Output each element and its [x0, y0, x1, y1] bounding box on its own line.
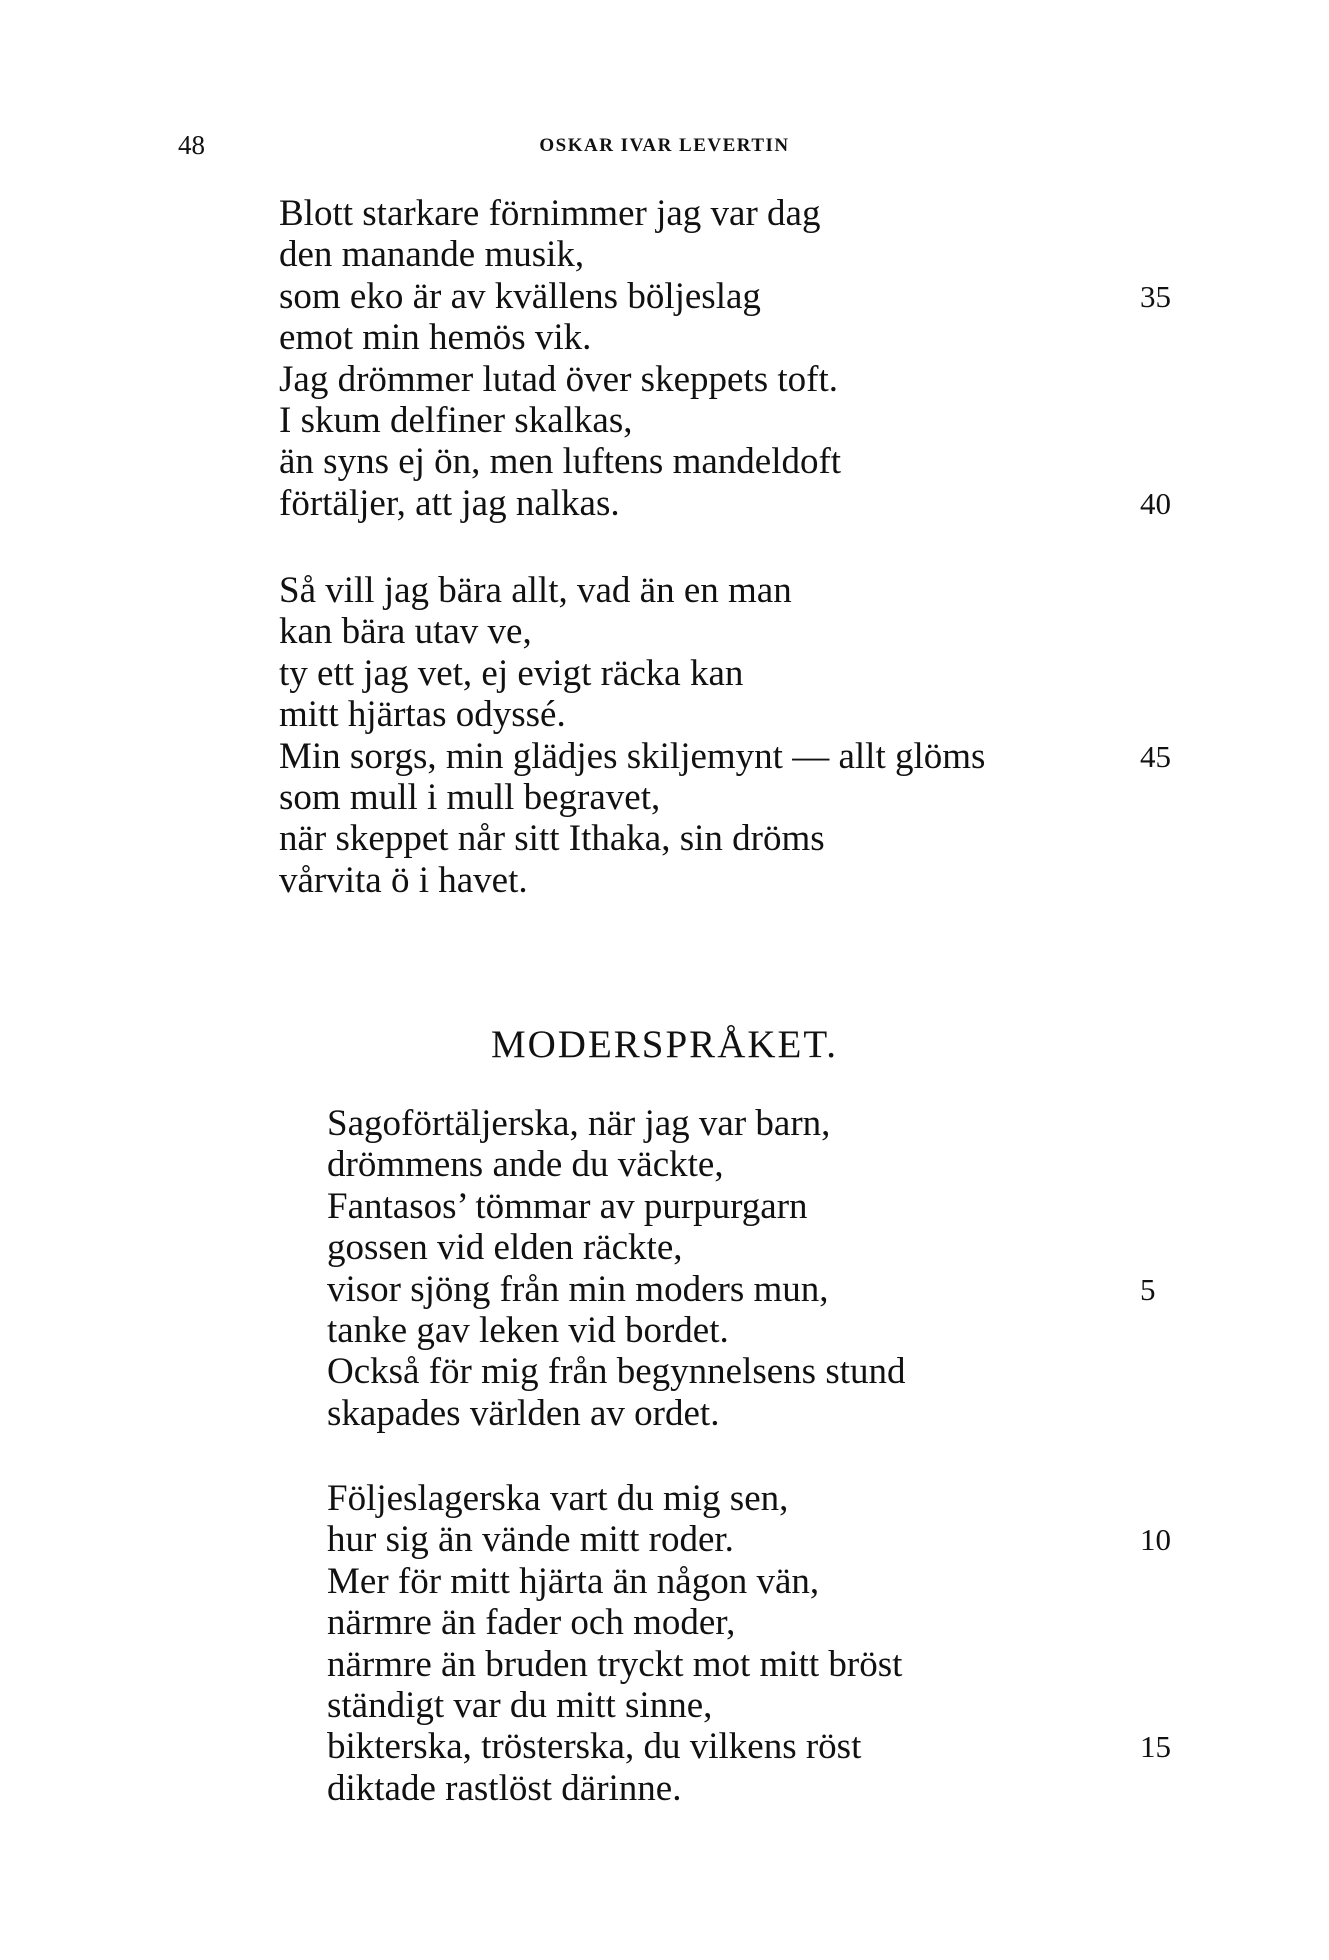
verse-text: drömmens ande du väckte, — [327, 1144, 724, 1186]
verse-line — [327, 1768, 902, 1809]
verse-line — [279, 482, 1171, 524]
line-number: 35 — [1140, 278, 1171, 314]
verse-text: när skeppet når sitt Ithaka, sin dröms — [279, 818, 825, 860]
poem-1-stanza-1 — [279, 193, 1171, 524]
verse-text: som eko är av kvällens böljeslag — [279, 275, 761, 317]
verse-text: Fantasos’ tömmar av purpurgarn — [327, 1185, 808, 1227]
verse-line — [327, 1478, 902, 1519]
verse-line — [327, 1144, 906, 1185]
verse-text: Blott starkare förnimmer jag var dag — [279, 193, 821, 234]
verse-line — [327, 1268, 1156, 1310]
verse-line — [279, 570, 985, 611]
verse-line — [327, 1644, 902, 1685]
verse-text: närmre än bruden tryckt mot mitt bröst — [327, 1643, 903, 1685]
verse-line — [327, 1227, 906, 1268]
verse-line — [279, 275, 1171, 317]
verse-text: bikterska, trösterska, du vilkens röst — [327, 1726, 862, 1768]
poem-1-stanza-2 — [279, 570, 1171, 901]
line-number: 15 — [1140, 1729, 1171, 1765]
verse-line — [279, 653, 985, 694]
verse-text: Också för mig från begynnelsens stund — [327, 1351, 906, 1393]
verse-text: diktade rastlöst därinne. — [327, 1767, 682, 1809]
verse-line — [279, 193, 841, 234]
verse-line — [279, 735, 1171, 777]
verse-line — [279, 234, 841, 275]
verse-text: kan bära utav ve, — [279, 611, 532, 653]
verse-text: Min sorgs, min glädjes skiljemynt — allt glöms — [279, 735, 986, 777]
verse-text: vårvita ö i havet. — [279, 859, 528, 901]
verse-line — [327, 1393, 906, 1434]
verse-text: Jag drömmer lutad över skeppets toft. — [279, 358, 838, 400]
verse-line — [327, 1103, 906, 1144]
verse-text: förtäljer, att jag nalkas. — [279, 482, 620, 524]
verse-text: närmre än fader och moder, — [327, 1602, 736, 1644]
verse-text: Mer för mitt hjärta än någon vän, — [327, 1560, 820, 1602]
verse-text: Så vill jag bära allt, vad än en man — [279, 570, 792, 611]
verse-line — [279, 777, 985, 818]
verse-line — [327, 1685, 902, 1726]
line-number: 10 — [1140, 1522, 1171, 1558]
verse-line — [279, 400, 841, 441]
line-number: 5 — [1140, 1271, 1156, 1307]
verse-line — [279, 860, 985, 901]
verse-text: mitt hjärtas odyssé. — [279, 694, 566, 736]
poem-title: MODERSPRÅKET. — [490, 1023, 839, 1066]
verse-text: gossen vid elden räckte, — [327, 1227, 683, 1269]
verse-text: den manande musik, — [279, 234, 585, 276]
verse-text: visor sjöng från min moders mun, — [327, 1268, 829, 1310]
verse-text: än syns ej ön, men luftens mandeldoft — [279, 441, 842, 483]
verse-line — [327, 1561, 902, 1602]
verse-text: emot min hemös vik. — [279, 317, 592, 359]
verse-text: Sagoförtäljerska, när jag var barn, — [327, 1103, 831, 1144]
line-number: 45 — [1140, 738, 1171, 774]
poem-2-stanza-2 — [327, 1478, 1171, 1809]
verse-line — [327, 1602, 902, 1643]
running-head: OSKAR IVAR LEVERTIN — [539, 135, 790, 156]
verse-text: hur sig än vände mitt roder. — [327, 1519, 734, 1561]
verse-text: ständigt var du mitt sinne, — [327, 1684, 713, 1726]
page-number: 48 — [178, 130, 205, 160]
verse-line — [327, 1351, 906, 1392]
verse-text: I skum delfiner skalkas, — [279, 399, 633, 441]
verse-text: ty ett jag vet, ej evigt räcka kan — [279, 652, 744, 694]
verse-line — [327, 1519, 1171, 1561]
verse-line — [279, 359, 841, 400]
verse-text: tanke gav leken vid bordet. — [327, 1309, 729, 1351]
verse-line — [279, 441, 841, 482]
verse-text: Följeslagerska vart du mig sen, — [327, 1478, 789, 1519]
verse-line — [327, 1186, 906, 1227]
verse-text: skapades världen av ordet. — [327, 1392, 720, 1434]
verse-line — [279, 694, 985, 735]
verse-line — [279, 611, 985, 652]
line-number: 40 — [1140, 485, 1171, 521]
verse-line — [279, 818, 985, 859]
poem-2-stanza-1 — [327, 1103, 1156, 1434]
verse-line — [327, 1310, 906, 1351]
verse-line — [327, 1726, 1171, 1768]
verse-line — [279, 317, 841, 358]
verse-text: som mull i mull begravet, — [279, 776, 661, 818]
